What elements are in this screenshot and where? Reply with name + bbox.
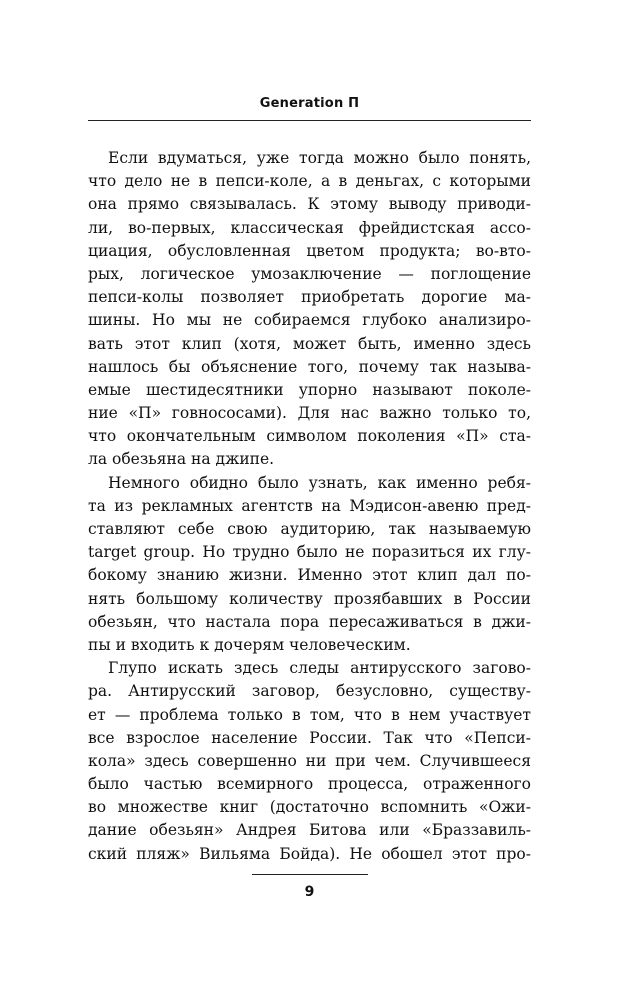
text-line: ставляют себе свою аудиторию, так называемую [88, 520, 531, 538]
paragraph-1 [88, 147, 531, 472]
text-line: было частью всемирного процесса, отраженного [88, 775, 531, 794]
text-line: Немного обидно было узнать, как именно ребя- [108, 473, 531, 492]
text-line: что дело не в пепси-коле, а в деньгах, с которыми [88, 172, 531, 191]
text-line: ский пляж» Вильяма Бойда). Не обошел этот про- [88, 844, 531, 863]
text-line: шины. Но мы не собираемся глубоко анализиро- [88, 311, 531, 330]
text-line: бокому знанию жизни. Именно этот клип дал по- [88, 566, 531, 585]
text-line: ла обезьяна на джипе. [88, 450, 275, 469]
text-line: емые шестидесятники упорно называют поколе- [88, 380, 531, 399]
text-line: та из рекламных агентств на Мэдисон-авеню пред- [88, 496, 531, 515]
text-line: пы и входить к дочерям человеческим. [88, 635, 411, 654]
text-line: вать этот клип (хотя, может быть, именно здесь [88, 334, 531, 353]
text-line: она прямо связывалась. К этому выводу приводи- [88, 195, 531, 214]
text-line: все взрослое население России. Так что «Пепси- [88, 728, 531, 747]
text-line: ние «П» говнососами). Для нас важно только то, [88, 404, 531, 423]
header-rule [88, 120, 531, 121]
text-line: рых, логическое умозаключение — поглощение [88, 264, 531, 283]
text-line: ет — проблема только в том, что в нем участвует [88, 705, 531, 724]
paragraph-3 [88, 657, 531, 866]
text-line: ра. Антирусский заговор, безусловно, существу- [88, 682, 531, 701]
text-line: во множестве книг (достаточно вспомнить «Ожи- [88, 798, 531, 817]
text-line: Если вдуматься, уже тогда можно было понять, [108, 149, 531, 167]
text-line: дание обезьян» Андрея Битова или «Браззавиль- [88, 821, 531, 840]
page-number: 9 [304, 884, 315, 900]
body-text [88, 147, 531, 866]
footer-rule [252, 874, 368, 875]
text-line: кола» здесь совершенно ни при чем. Случившееся [88, 751, 531, 770]
text-line: ли, во-первых, классическая фрейдистская ассо- [88, 218, 531, 237]
running-title: Generation П [259, 96, 360, 111]
text-line: обезьян, что настала пора пересаживаться в джи- [88, 612, 531, 631]
text-line: нашлось бы объяснение того, почему так называ- [88, 357, 531, 376]
text-line: циация, обусловленная цветом продукта; во-вто- [88, 241, 531, 260]
text-line: Глупо искать здесь следы антирусского загово- [108, 659, 531, 678]
text-line: пепси-колы позволяет приобретать дорогие ма- [88, 288, 531, 307]
text-line: нять большому количеству прозябавших в России [88, 589, 531, 608]
text-line: target group. Но трудно было не поразиться их глу- [88, 543, 531, 562]
text-line: что окончательным символом поколения «П» ста- [88, 427, 531, 446]
paragraph-2 [88, 472, 531, 658]
